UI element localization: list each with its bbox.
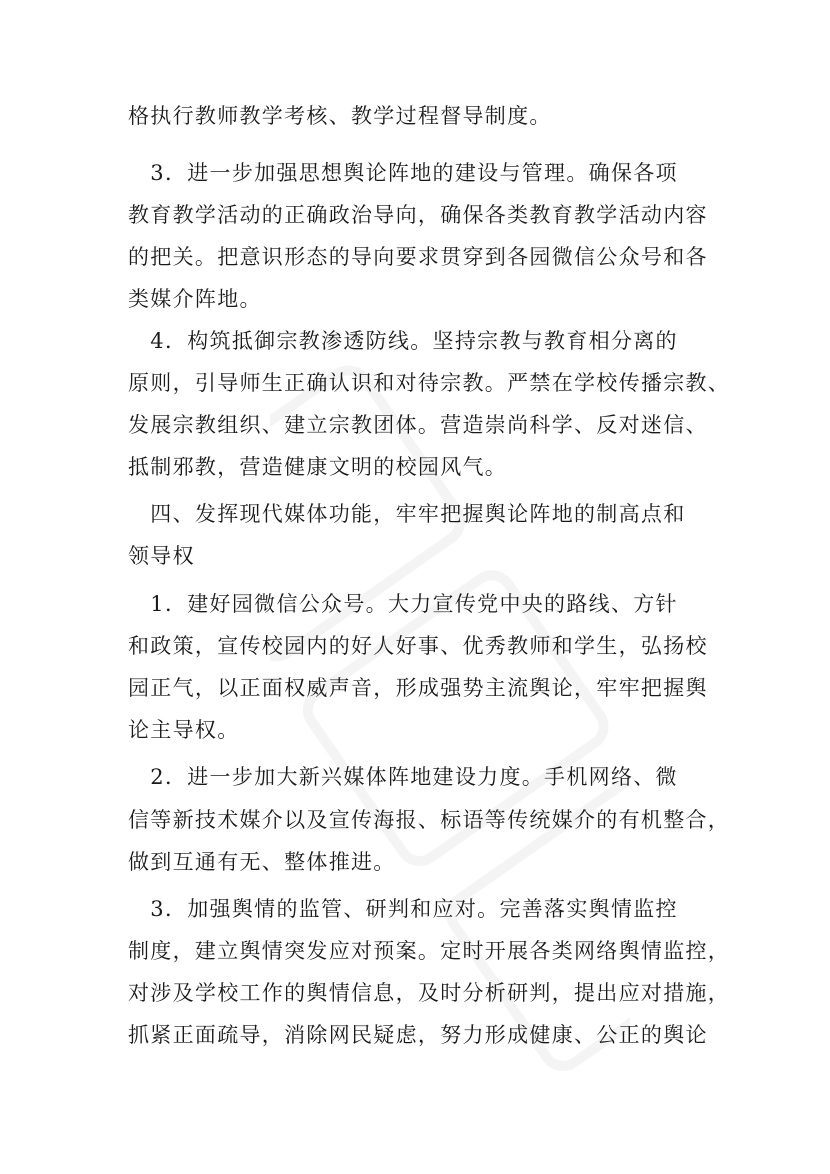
text-line-7: 原则，引导师生正确认识和对待宗教。严禁在学校传播宗教、 [128, 371, 731, 395]
text-line-2: 3．进一步加强思想舆论阵地的建设与管理。确保各项 [128, 161, 678, 185]
text-line-20: 制度，建立舆情突发应对预案。定时开展各类网络舆情监控， [128, 939, 731, 963]
text-line-4: 的把关。把意识形态的导向要求贯穿到各园微信公众号和各 [128, 245, 708, 269]
text-line-6: 4．构筑抵御宗教渗透防线。坚持宗教与教育相分离的 [128, 329, 678, 353]
text-line-18: 做到互通有无、整体推进。 [128, 850, 396, 874]
text-line-3: 教育教学活动的正确政治导向，确保各类教育教学活动内容 [128, 203, 708, 227]
watermark-graphic [270, 330, 630, 1090]
text-line-1: 格执行教师教学考核、教学过程督导制度。 [128, 104, 552, 128]
text-line-16: 2．进一步加大新兴媒体阵地建设力度。手机网络、微 [128, 765, 678, 789]
text-line-5: 类媒介阵地。 [128, 287, 262, 311]
text-line-9: 抵制邪教，营造健康文明的校园风气。 [128, 455, 508, 479]
text-line-15: 论主导权。 [128, 718, 240, 742]
text-line-8: 发展宗教组织、建立宗教团体。营造崇尚科学、反对迷信、 [128, 413, 708, 437]
text-line-17: 信等新技术媒介以及宣传海报、标语等传统媒介的有机整合， [128, 808, 731, 832]
text-line-19: 3．加强舆情的监管、研判和应对。完善落实舆情监控 [128, 897, 678, 921]
section-heading-line-2: 领导权 [128, 544, 195, 568]
text-line-21: 对涉及学校工作的舆情信息，及时分析研判，提出应对措施， [128, 981, 731, 1005]
text-line-12: 1．建好园微信公众号。大力宣传党中央的路线、方针 [128, 592, 678, 616]
section-heading-line-1: 四、发挥现代媒体功能，牢牢把握舆论阵地的制高点和 [128, 502, 686, 526]
text-line-13: 和政策，宣传校园内的好人好事、优秀教师和学生，弘扬校 [128, 634, 708, 658]
text-line-22: 抓紧正面疏导，消除网民疑虑，努力形成健康、公正的舆论 [128, 1023, 708, 1047]
text-line-14: 园正气，以正面权威声音，形成强势主流舆论，牢牢把握舆 [128, 676, 708, 700]
